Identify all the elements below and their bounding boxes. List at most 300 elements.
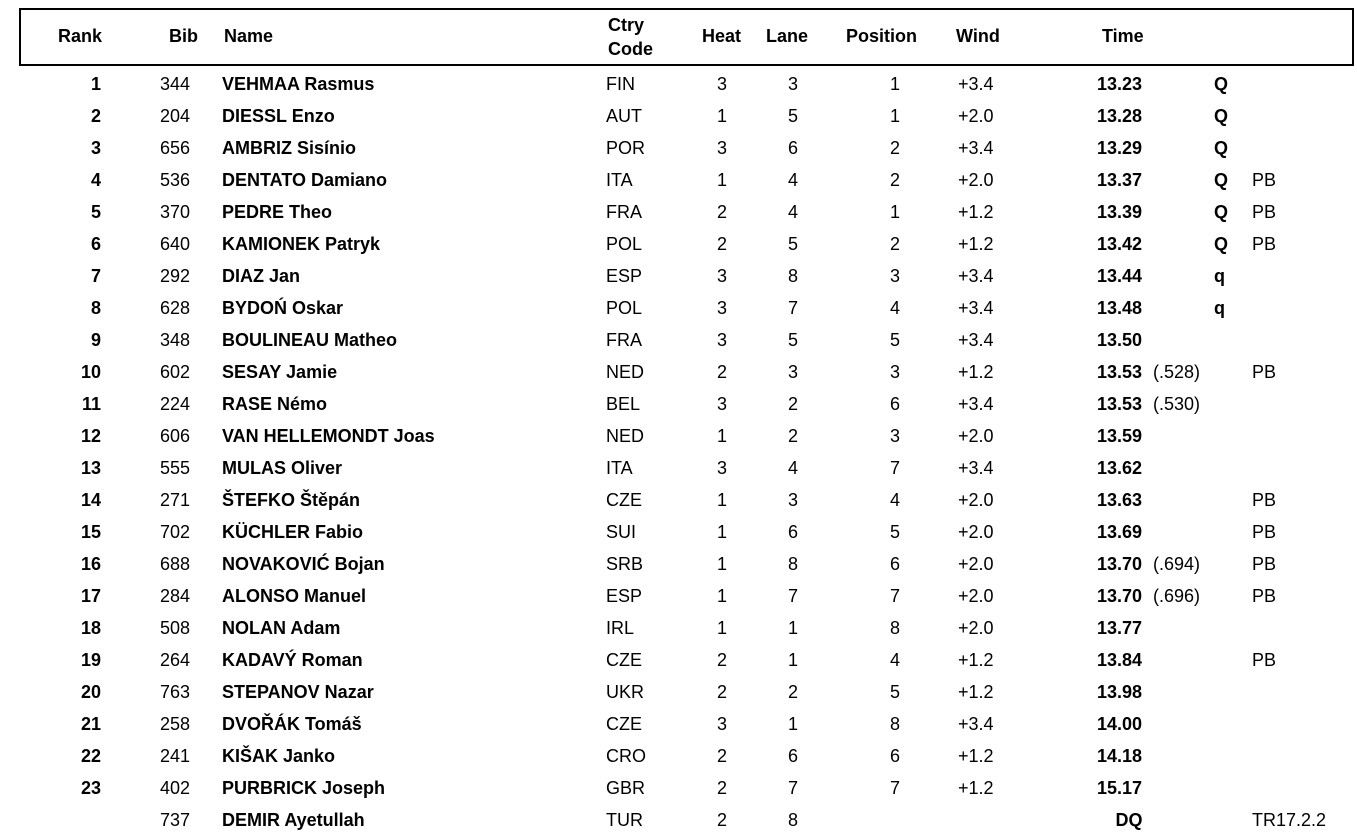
country-code: SRB xyxy=(606,554,644,574)
qualifier-cell: q xyxy=(1214,298,1225,318)
country-code: POR xyxy=(606,138,646,158)
qualifier-cell xyxy=(1214,420,1234,452)
qualifier-cell xyxy=(1214,484,1234,516)
time-cell: 13.59 xyxy=(1097,426,1143,446)
bib-cell: 204 xyxy=(160,106,191,126)
athlete-name: KADAVÝ Roman xyxy=(222,650,363,670)
lane-cell: 1 xyxy=(787,618,798,638)
tiebreak-cell xyxy=(1153,708,1213,740)
bib-cell: 241 xyxy=(160,746,191,766)
table-row xyxy=(0,612,1357,644)
note-cell: PB xyxy=(1252,586,1277,606)
position-cell: 5 xyxy=(889,330,900,350)
tiebreak-cell xyxy=(1153,292,1213,324)
country-code: FRA xyxy=(606,202,642,222)
position-cell: 1 xyxy=(889,74,900,94)
time-cell: 13.53 xyxy=(1097,394,1143,414)
rank-cell: 3 xyxy=(90,138,101,158)
bib-cell: 602 xyxy=(160,362,191,382)
qualifier-cell xyxy=(1214,676,1234,708)
country-code: CZE xyxy=(606,714,642,734)
position-cell: 5 xyxy=(889,522,900,542)
bib-cell: 606 xyxy=(160,426,191,446)
wind-cell: +2.0 xyxy=(958,170,994,190)
athlete-name: DENTATO Damiano xyxy=(222,170,388,190)
rank-cell: 15 xyxy=(80,522,101,542)
qualifier-cell: Q xyxy=(1214,202,1229,222)
athlete-name: ŠTEFKO Štěpán xyxy=(222,490,361,510)
wind-cell: +3.4 xyxy=(958,74,994,94)
wind-cell: +1.2 xyxy=(958,234,994,254)
tiebreak-cell xyxy=(1153,612,1213,644)
note-cell xyxy=(1252,324,1352,356)
table-row xyxy=(0,516,1357,548)
athlete-name: DVOŘÁK Tomáš xyxy=(222,714,362,734)
country-code: UKR xyxy=(606,682,645,702)
position-cell xyxy=(875,804,915,836)
heat-cell: 3 xyxy=(716,138,727,158)
column-header-wind: Wind xyxy=(956,26,1000,46)
column-header-name: Name xyxy=(224,26,274,46)
wind-cell xyxy=(958,804,1018,836)
position-cell: 8 xyxy=(889,618,900,638)
wind-cell: +1.2 xyxy=(958,682,994,702)
table-row xyxy=(0,548,1357,580)
athlete-name: DIAZ Jan xyxy=(222,266,301,286)
position-cell: 4 xyxy=(889,298,900,318)
bib-cell: 640 xyxy=(160,234,191,254)
lane-cell: 4 xyxy=(787,170,798,190)
position-cell: 7 xyxy=(889,458,900,478)
rank-cell: 11 xyxy=(81,394,101,414)
heat-cell: 2 xyxy=(716,234,727,254)
bib-cell: 370 xyxy=(160,202,191,222)
note-cell: PB xyxy=(1252,362,1277,382)
bib-cell: 737 xyxy=(160,810,191,830)
position-cell: 3 xyxy=(889,426,900,446)
qualifier-cell xyxy=(1214,644,1234,676)
athlete-name: RASE Némo xyxy=(222,394,328,414)
tiebreak-cell: (.694) xyxy=(1153,554,1201,574)
rank-cell: 1 xyxy=(90,74,101,94)
rank-cell: 17 xyxy=(80,586,101,606)
time-cell: 13.23 xyxy=(1097,74,1143,94)
note-cell xyxy=(1252,388,1352,420)
country-code: BEL xyxy=(606,394,641,414)
country-code: FIN xyxy=(606,74,635,94)
rank-cell: 4 xyxy=(90,170,101,190)
lane-cell: 4 xyxy=(787,458,798,478)
heat-cell: 2 xyxy=(716,810,727,830)
wind-cell: +2.0 xyxy=(958,586,994,606)
tiebreak-cell xyxy=(1153,324,1213,356)
country-code: NED xyxy=(606,362,645,382)
time-cell: 13.42 xyxy=(1097,234,1143,254)
table-row xyxy=(0,324,1357,356)
note-cell: PB xyxy=(1252,234,1277,254)
time-cell: 13.50 xyxy=(1097,330,1143,350)
country-code: TUR xyxy=(606,810,643,830)
heat-cell: 1 xyxy=(716,586,727,606)
heat-cell: 1 xyxy=(716,170,727,190)
time-cell: 13.37 xyxy=(1097,170,1143,190)
lane-cell: 6 xyxy=(787,138,798,158)
qualifier-cell xyxy=(1214,772,1234,804)
lane-cell: 7 xyxy=(787,586,798,606)
tiebreak-cell xyxy=(1153,772,1213,804)
lane-cell: 2 xyxy=(787,394,798,414)
bib-cell: 555 xyxy=(160,458,191,478)
note-cell xyxy=(1252,740,1352,772)
wind-cell: +2.0 xyxy=(958,106,994,126)
note-cell xyxy=(1252,452,1352,484)
wind-cell: +3.4 xyxy=(958,138,994,158)
table-row xyxy=(0,804,1357,836)
tiebreak-cell xyxy=(1153,740,1213,772)
table-row xyxy=(0,772,1357,804)
bib-cell: 344 xyxy=(160,74,191,94)
heat-cell: 3 xyxy=(716,266,727,286)
time-cell: 13.69 xyxy=(1097,522,1143,542)
time-cell: 13.70 xyxy=(1097,554,1143,574)
heat-cell: 2 xyxy=(716,746,727,766)
athlete-name: STEPANOV Nazar xyxy=(222,682,374,702)
bib-cell: 348 xyxy=(160,330,191,350)
table-row xyxy=(0,132,1357,164)
rank-cell: 12 xyxy=(80,426,101,446)
bib-cell: 271 xyxy=(160,490,191,510)
bib-cell: 284 xyxy=(160,586,191,606)
table-row xyxy=(0,580,1357,612)
athlete-name: AMBRIZ Sisínio xyxy=(222,138,356,158)
time-cell: 13.28 xyxy=(1097,106,1143,126)
tiebreak-cell xyxy=(1153,676,1213,708)
lane-cell: 3 xyxy=(787,362,798,382)
athlete-name: PURBRICK Joseph xyxy=(222,778,386,798)
position-cell: 6 xyxy=(889,746,900,766)
table-row xyxy=(0,452,1357,484)
table-row xyxy=(0,356,1357,388)
country-code: ITA xyxy=(606,170,633,190)
country-code: FRA xyxy=(606,330,642,350)
note-cell: PB xyxy=(1252,490,1277,510)
lane-cell: 5 xyxy=(787,234,798,254)
column-header-ctry-line2: Code xyxy=(608,39,653,59)
qualifier-cell: Q xyxy=(1214,74,1229,94)
tiebreak-cell xyxy=(1153,484,1213,516)
rank-cell: 7 xyxy=(90,266,101,286)
time-cell: 14.18 xyxy=(1097,746,1143,766)
lane-cell: 2 xyxy=(787,426,798,446)
tiebreak-cell xyxy=(1153,68,1213,100)
country-code: GBR xyxy=(606,778,646,798)
lane-cell: 6 xyxy=(787,522,798,542)
athlete-name: KAMIONEK Patryk xyxy=(222,234,381,254)
tiebreak-cell xyxy=(1153,420,1213,452)
wind-cell: +1.2 xyxy=(958,202,994,222)
tiebreak-cell: (.530) xyxy=(1153,394,1201,414)
table-row xyxy=(0,292,1357,324)
note-cell xyxy=(1252,420,1352,452)
heat-cell: 1 xyxy=(716,106,727,126)
note-cell xyxy=(1252,292,1352,324)
heat-cell: 1 xyxy=(716,490,727,510)
heat-cell: 3 xyxy=(716,74,727,94)
column-header-time: Time xyxy=(1102,26,1144,46)
column-header-ctry-line1: Ctry xyxy=(608,15,645,35)
athlete-name: VAN HELLEMONDT Joas xyxy=(222,426,435,446)
country-code: IRL xyxy=(606,618,635,638)
time-cell: DQ xyxy=(1115,810,1143,830)
rank-cell: 21 xyxy=(80,714,101,734)
lane-cell: 6 xyxy=(787,746,798,766)
bib-cell: 702 xyxy=(160,522,191,542)
note-cell xyxy=(1252,676,1352,708)
wind-cell: +3.4 xyxy=(958,458,994,478)
qualifier-cell: Q xyxy=(1214,234,1229,254)
bib-cell: 656 xyxy=(160,138,191,158)
tiebreak-cell: (.696) xyxy=(1153,586,1201,606)
athlete-name: DIESSL Enzo xyxy=(222,106,335,126)
heat-cell: 1 xyxy=(716,522,727,542)
time-cell: 14.00 xyxy=(1097,714,1143,734)
heat-cell: 2 xyxy=(716,202,727,222)
tiebreak-cell xyxy=(1153,132,1213,164)
time-cell: 13.98 xyxy=(1097,682,1143,702)
bib-cell: 688 xyxy=(160,554,191,574)
heat-cell: 2 xyxy=(716,778,727,798)
position-cell: 7 xyxy=(889,586,900,606)
tiebreak-cell xyxy=(1153,516,1213,548)
position-cell: 3 xyxy=(889,362,900,382)
wind-cell: +3.4 xyxy=(958,394,994,414)
athlete-name: BOULINEAU Matheo xyxy=(222,330,397,350)
rank-cell: 16 xyxy=(80,554,101,574)
table-row xyxy=(0,388,1357,420)
wind-cell: +3.4 xyxy=(958,266,994,286)
position-cell: 6 xyxy=(889,394,900,414)
wind-cell: +1.2 xyxy=(958,362,994,382)
time-cell: 13.84 xyxy=(1097,650,1143,670)
bib-cell: 258 xyxy=(160,714,191,734)
note-cell xyxy=(1252,132,1352,164)
time-cell: 13.62 xyxy=(1097,458,1143,478)
note-cell xyxy=(1252,68,1352,100)
country-code: CRO xyxy=(606,746,646,766)
lane-cell: 7 xyxy=(787,298,798,318)
bib-cell: 536 xyxy=(160,170,191,190)
table-row xyxy=(0,228,1357,260)
athlete-name: NOLAN Adam xyxy=(222,618,341,638)
position-cell: 2 xyxy=(889,234,900,254)
position-cell: 7 xyxy=(889,778,900,798)
wind-cell: +3.4 xyxy=(958,330,994,350)
athlete-name: BYDOŃ Oskar xyxy=(222,298,344,318)
note-cell: PB xyxy=(1252,522,1277,542)
position-cell: 1 xyxy=(889,202,900,222)
table-row xyxy=(0,484,1357,516)
rank-cell: 14 xyxy=(80,490,101,510)
column-header-rank: Rank xyxy=(58,26,103,46)
time-cell: 13.44 xyxy=(1097,266,1143,286)
wind-cell: +1.2 xyxy=(958,746,994,766)
time-cell: 13.39 xyxy=(1097,202,1143,222)
table-row xyxy=(0,164,1357,196)
table-row xyxy=(0,68,1357,100)
column-header-bib: Bib xyxy=(169,26,198,46)
country-code: SUI xyxy=(606,522,637,542)
qualifier-cell: q xyxy=(1214,266,1225,286)
position-cell: 6 xyxy=(889,554,900,574)
wind-cell: +2.0 xyxy=(958,490,994,510)
athlete-name: ALONSO Manuel xyxy=(222,586,367,606)
heat-cell: 3 xyxy=(716,298,727,318)
qualifier-cell xyxy=(1214,548,1234,580)
heat-cell: 3 xyxy=(716,458,727,478)
qualifier-cell: Q xyxy=(1214,170,1229,190)
time-cell: 15.17 xyxy=(1097,778,1143,798)
lane-cell: 5 xyxy=(787,330,798,350)
note-cell: PB xyxy=(1252,650,1277,670)
country-code: CZE xyxy=(606,650,642,670)
lane-cell: 7 xyxy=(787,778,798,798)
tiebreak-cell xyxy=(1153,452,1213,484)
table-row xyxy=(0,260,1357,292)
position-cell: 2 xyxy=(889,138,900,158)
tiebreak-cell xyxy=(1153,196,1213,228)
athlete-name: VEHMAA Rasmus xyxy=(222,74,375,94)
country-code: POL xyxy=(606,234,643,254)
lane-cell: 8 xyxy=(787,810,798,830)
rank-cell: 13 xyxy=(80,458,101,478)
heat-cell: 2 xyxy=(716,650,727,670)
position-cell: 4 xyxy=(889,650,900,670)
heat-cell: 1 xyxy=(716,554,727,574)
tiebreak-cell xyxy=(1153,228,1213,260)
qualifier-cell xyxy=(1214,708,1234,740)
note-cell xyxy=(1252,612,1352,644)
rank-cell: 9 xyxy=(90,330,101,350)
athlete-name: KÜCHLER Fabio xyxy=(222,522,363,542)
results-table-header xyxy=(19,8,1354,66)
lane-cell: 2 xyxy=(787,682,798,702)
table-row xyxy=(0,676,1357,708)
athlete-name: DEMIR Ayetullah xyxy=(222,810,365,830)
table-row xyxy=(0,708,1357,740)
rank-cell: 19 xyxy=(80,650,101,670)
position-cell: 3 xyxy=(889,266,900,286)
athlete-name: KIŠAK Janko xyxy=(222,746,336,766)
note-cell xyxy=(1252,260,1352,292)
wind-cell: +3.4 xyxy=(958,714,994,734)
qualifier-cell xyxy=(1214,356,1234,388)
bib-cell: 402 xyxy=(160,778,191,798)
position-cell: 1 xyxy=(889,106,900,126)
column-header-heat: Heat xyxy=(702,26,742,46)
lane-cell: 5 xyxy=(787,106,798,126)
wind-cell: +1.2 xyxy=(958,778,994,798)
column-header-position: Position xyxy=(846,26,917,46)
bib-cell: 264 xyxy=(160,650,191,670)
qualifier-cell xyxy=(1214,388,1234,420)
note-cell: TR17.2.2 xyxy=(1252,810,1327,830)
country-code: NED xyxy=(606,426,645,446)
qualifier-cell xyxy=(1214,612,1234,644)
heat-cell: 3 xyxy=(716,394,727,414)
lane-cell: 8 xyxy=(787,554,798,574)
qualifier-cell xyxy=(1214,516,1234,548)
note-cell: PB xyxy=(1252,170,1277,190)
lane-cell: 1 xyxy=(787,650,798,670)
note-cell: PB xyxy=(1252,554,1277,574)
position-cell: 4 xyxy=(889,490,900,510)
qualifier-cell: Q xyxy=(1214,106,1229,126)
bib-cell: 292 xyxy=(160,266,191,286)
wind-cell: +2.0 xyxy=(958,426,994,446)
note-cell xyxy=(1252,100,1352,132)
bib-cell: 508 xyxy=(160,618,191,638)
rank-cell: 5 xyxy=(90,202,101,222)
heat-cell: 2 xyxy=(716,362,727,382)
qualifier-cell xyxy=(1214,804,1234,836)
qualifier-cell xyxy=(1214,324,1234,356)
position-cell: 2 xyxy=(889,170,900,190)
lane-cell: 4 xyxy=(787,202,798,222)
position-cell: 8 xyxy=(889,714,900,734)
tiebreak-cell xyxy=(1153,260,1213,292)
time-cell: 13.63 xyxy=(1097,490,1143,510)
country-code: AUT xyxy=(606,106,642,126)
rank-cell: 10 xyxy=(80,362,101,382)
country-code: ESP xyxy=(606,266,643,286)
wind-cell: +2.0 xyxy=(958,522,994,542)
country-code: ITA xyxy=(606,458,633,478)
qualifier-cell xyxy=(1214,452,1234,484)
country-code: ESP xyxy=(606,586,643,606)
rank-cell xyxy=(40,804,101,836)
table-row xyxy=(0,420,1357,452)
wind-cell: +2.0 xyxy=(958,554,994,574)
heat-cell: 2 xyxy=(716,682,727,702)
tiebreak-cell xyxy=(1153,644,1213,676)
heat-cell: 3 xyxy=(716,330,727,350)
rank-cell: 18 xyxy=(80,618,101,638)
bib-cell: 224 xyxy=(160,394,191,414)
athlete-name: PEDRE Theo xyxy=(222,202,333,222)
athlete-name: MULAS Oliver xyxy=(222,458,343,478)
qualifier-cell xyxy=(1214,740,1234,772)
qualifier-cell xyxy=(1214,580,1234,612)
bib-cell: 628 xyxy=(160,298,191,318)
rank-cell: 23 xyxy=(80,778,101,798)
column-header-lane: Lane xyxy=(766,26,809,46)
time-cell: 13.48 xyxy=(1097,298,1143,318)
tiebreak-cell xyxy=(1153,100,1213,132)
athlete-name: SESAY Jamie xyxy=(222,362,338,382)
rank-cell: 20 xyxy=(80,682,101,702)
rank-cell: 6 xyxy=(90,234,101,254)
time-cell: 13.77 xyxy=(1097,618,1143,638)
tiebreak-cell: (.528) xyxy=(1153,362,1201,382)
tiebreak-cell xyxy=(1153,164,1213,196)
heat-cell: 1 xyxy=(716,618,727,638)
note-cell xyxy=(1252,708,1352,740)
note-cell: PB xyxy=(1252,202,1277,222)
qualifier-cell: Q xyxy=(1214,138,1229,158)
time-cell: 13.29 xyxy=(1097,138,1143,158)
rank-cell: 2 xyxy=(90,106,101,126)
bib-cell: 763 xyxy=(160,682,191,702)
